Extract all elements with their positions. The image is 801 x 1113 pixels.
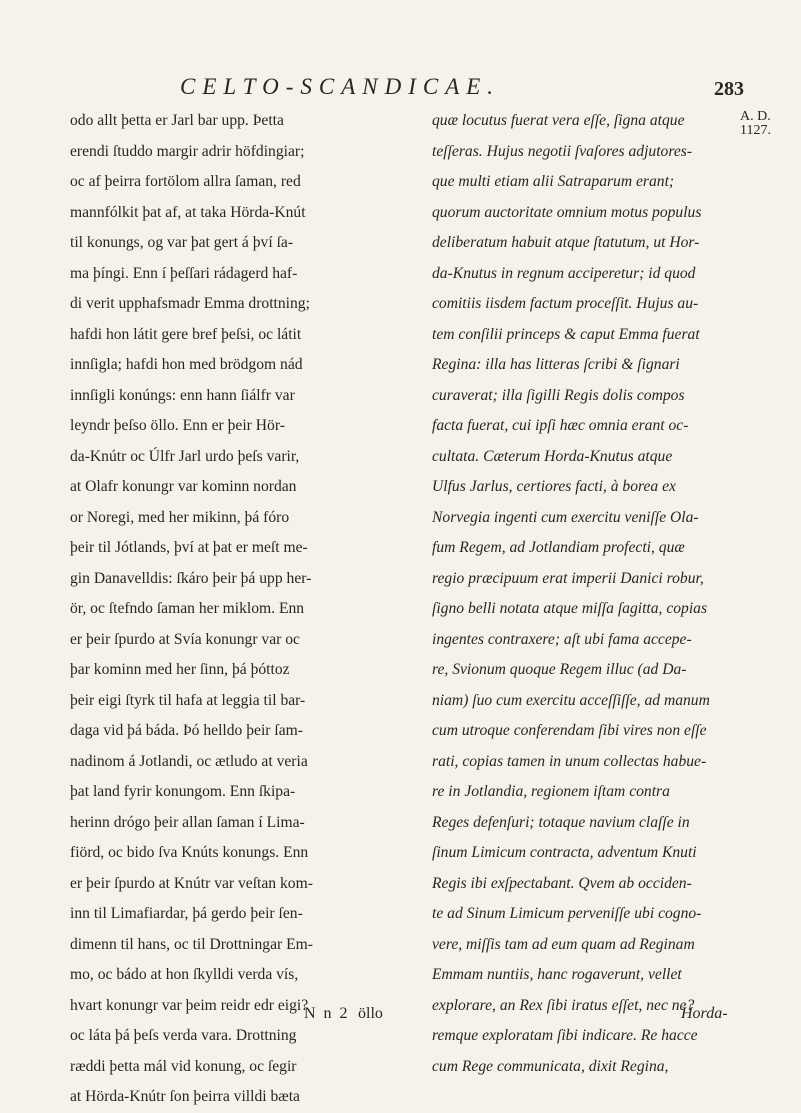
text-line: innſigla; hafdi hon med brödgom nád — [70, 356, 303, 373]
text-line: þeir til Jótlands, því at þat er meſt me- — [70, 539, 308, 556]
text-line: mo, oc bádo at hon ſkylldi verda vís, — [70, 966, 299, 983]
catchword-right: Horda- — [681, 1005, 728, 1022]
text-line: nadinom á Jotlandi, oc ætludo at veria — [70, 752, 308, 770]
text-line: Regina: illa has litteras ſcribi & ſignari — [432, 356, 680, 373]
text-line: niam) ſuo cum exercitu acceſſiſſe, ad manum — [432, 691, 710, 709]
text-line: odo allt þetta er Jarl bar upp. Þetta — [70, 112, 284, 129]
text-line: þeir eigi ſtyrk til hafa at leggia til bar- — [70, 691, 306, 709]
text-line: hafdi hon látit gere bref þeſsi, oc látit — [70, 325, 302, 343]
text-line: Reges defenſuri; totaque navium claſſe in — [432, 813, 690, 831]
icelandic-text-column — [70, 106, 404, 1105]
text-line: erendi ſtuddo margir adrir höfdingiar; — [70, 142, 305, 160]
catchword-left: öllo — [358, 1005, 383, 1022]
text-line: vere, miſſis tam ad eum quam ad Reginam — [432, 935, 695, 953]
text-line: cum Rege communicata, dixit Regina, — [432, 1057, 669, 1075]
text-line: que multi etiam alii Satraparum erant; — [432, 173, 675, 190]
text-line: ma þíngi. Enn í þeſſari rádagerd haf- — [70, 264, 298, 282]
text-line: inn til Limafiardar, þá gerdo þeir ſen- — [70, 905, 303, 922]
margin-note-line: 1127. — [740, 123, 771, 138]
text-line: at Olafr konungr var kominn nordan — [70, 478, 297, 495]
text-line: re in Jotlandia, regionem iſtam contra — [432, 783, 670, 800]
text-line: da-Knutus in regnum acciperetur; id quod — [432, 264, 696, 282]
text-line: daga vid þá báda. Þó helldo þeir ſam- — [70, 722, 303, 739]
text-line: Ulfus Jarlus, certiores facti, à borea ex — [432, 478, 676, 495]
text-line: Regis ibi exſpectabant. Qvem ab occiden- — [432, 874, 692, 892]
text-line: facta fuerat, cui ipſi hæc omnia erant oc- — [432, 417, 689, 434]
text-line: dimenn til hans, oc til Drottningar Em- — [70, 935, 313, 953]
text-line: fiörd, oc bido ſva Knúts konungs. Enn — [70, 844, 309, 861]
text-line: ſinum Limicum contracta, adventum Knuti — [432, 844, 697, 861]
text-line: remque exploratam ſibi indicare. Re hacce — [432, 1027, 698, 1044]
text-line: explorare, an Rex ſibi iratus eſſet, nec ne? — [432, 996, 695, 1014]
text-line: er þeir ſpurdo at Svía konungr var oc — [70, 630, 300, 648]
text-line: þar kominn med her ſinn, þá þóttoz — [70, 661, 290, 678]
text-line: cultata. Cæterum Horda-Knutus atque — [432, 447, 673, 465]
text-line: da-Knútr oc Úlfr Jarl urdo þeſs varir, — [70, 447, 300, 465]
text-line: di verit upphafsmadr Emma drottning; — [70, 295, 310, 312]
text-line: leyndr þeſso öllo. Enn er þeir Hör- — [70, 417, 285, 434]
text-line: til konungs, og var þat gert á því ſa- — [70, 234, 294, 251]
text-line: regio præcipuum erat imperii Danici robur, — [432, 569, 704, 587]
text-line: or Noregi, med her mikinn, þá fóro — [70, 508, 290, 526]
latin-translation-column — [432, 106, 732, 1075]
text-line: tem conſilii princeps & caput Emma fuerat — [432, 325, 700, 343]
text-line: þat land fyrir konungom. Enn ſkipa- — [70, 783, 296, 800]
margin-note-line: A. D. — [740, 109, 771, 124]
text-line: deliberatum habuit atque ſtatutum, ut Hor- — [432, 234, 700, 251]
margin-year-note — [740, 110, 771, 138]
text-line: ræddi þetta mál vid konung, oc ſegir — [70, 1057, 297, 1075]
text-line: ingentes contraxere; aſt ubi fama accepe- — [432, 630, 692, 648]
text-line: curaverat; illa ſigilli Regis dolis compos — [432, 386, 685, 404]
text-line: mannfólkit þat af, at taka Hörda-Knút — [70, 203, 306, 221]
text-line: quorum auctoritate omnium motus populus — [432, 203, 702, 221]
text-line: cum utroque conferendam ſibi vires non eſſe — [432, 722, 707, 739]
text-line: re, Svionum quoque Regem illuc (ad Da- — [432, 661, 687, 678]
running-title: CELTO-SCANDICAE. — [180, 74, 501, 99]
text-line: Norvegia ingenti cum exercitu veniſſe Ola- — [432, 508, 699, 526]
text-line: ör, oc ſtefndo ſaman her miklom. Enn — [70, 600, 305, 617]
printer-signature: N n 2 — [304, 1005, 350, 1022]
text-line: te ad Sinum Limicum perveniſſe ubi cogno- — [432, 905, 702, 922]
text-line: er þeir ſpurdo at Knútr var veſtan kom- — [70, 874, 313, 892]
text-line: quæ locutus fuerat vera eſſe, ſigna atque — [432, 112, 685, 129]
text-line: innſigli konúngs: enn hann ſiálfr var — [70, 386, 295, 404]
text-line: Emmam nuntiis, hanc rogaverunt, vellet — [432, 966, 682, 983]
text-line: hvart konungr var þeim reidr edr eigi? — [70, 996, 309, 1014]
text-line: fum Regem, ad Jotlandiam profecti, quæ — [432, 539, 685, 556]
text-line: oc láta þá þeſs verda vara. Drottning — [70, 1027, 297, 1044]
text-line: rati, copias tamen in unum collectas habue- — [432, 752, 707, 770]
text-line: comitiis iisdem factum proceſſit. Hujus au- — [432, 295, 699, 312]
text-line: ſigno belli notata atque miſſa ſagitta, copias — [432, 600, 708, 617]
text-line: gin Danavelldis: ſkáro þeir þá upp her- — [70, 569, 312, 587]
text-line: at Hörda-Knútr ſon þeirra villdi bæta — [70, 1088, 300, 1105]
page-number: 283 — [714, 78, 744, 100]
text-line: herinn drógo þeir allan ſaman í Lima- — [70, 813, 305, 831]
text-line: teſſeras. Hujus negotii ſvaſores adjutores- — [432, 142, 693, 160]
text-line: oc af þeirra fortölom allra ſaman, red — [70, 173, 301, 190]
